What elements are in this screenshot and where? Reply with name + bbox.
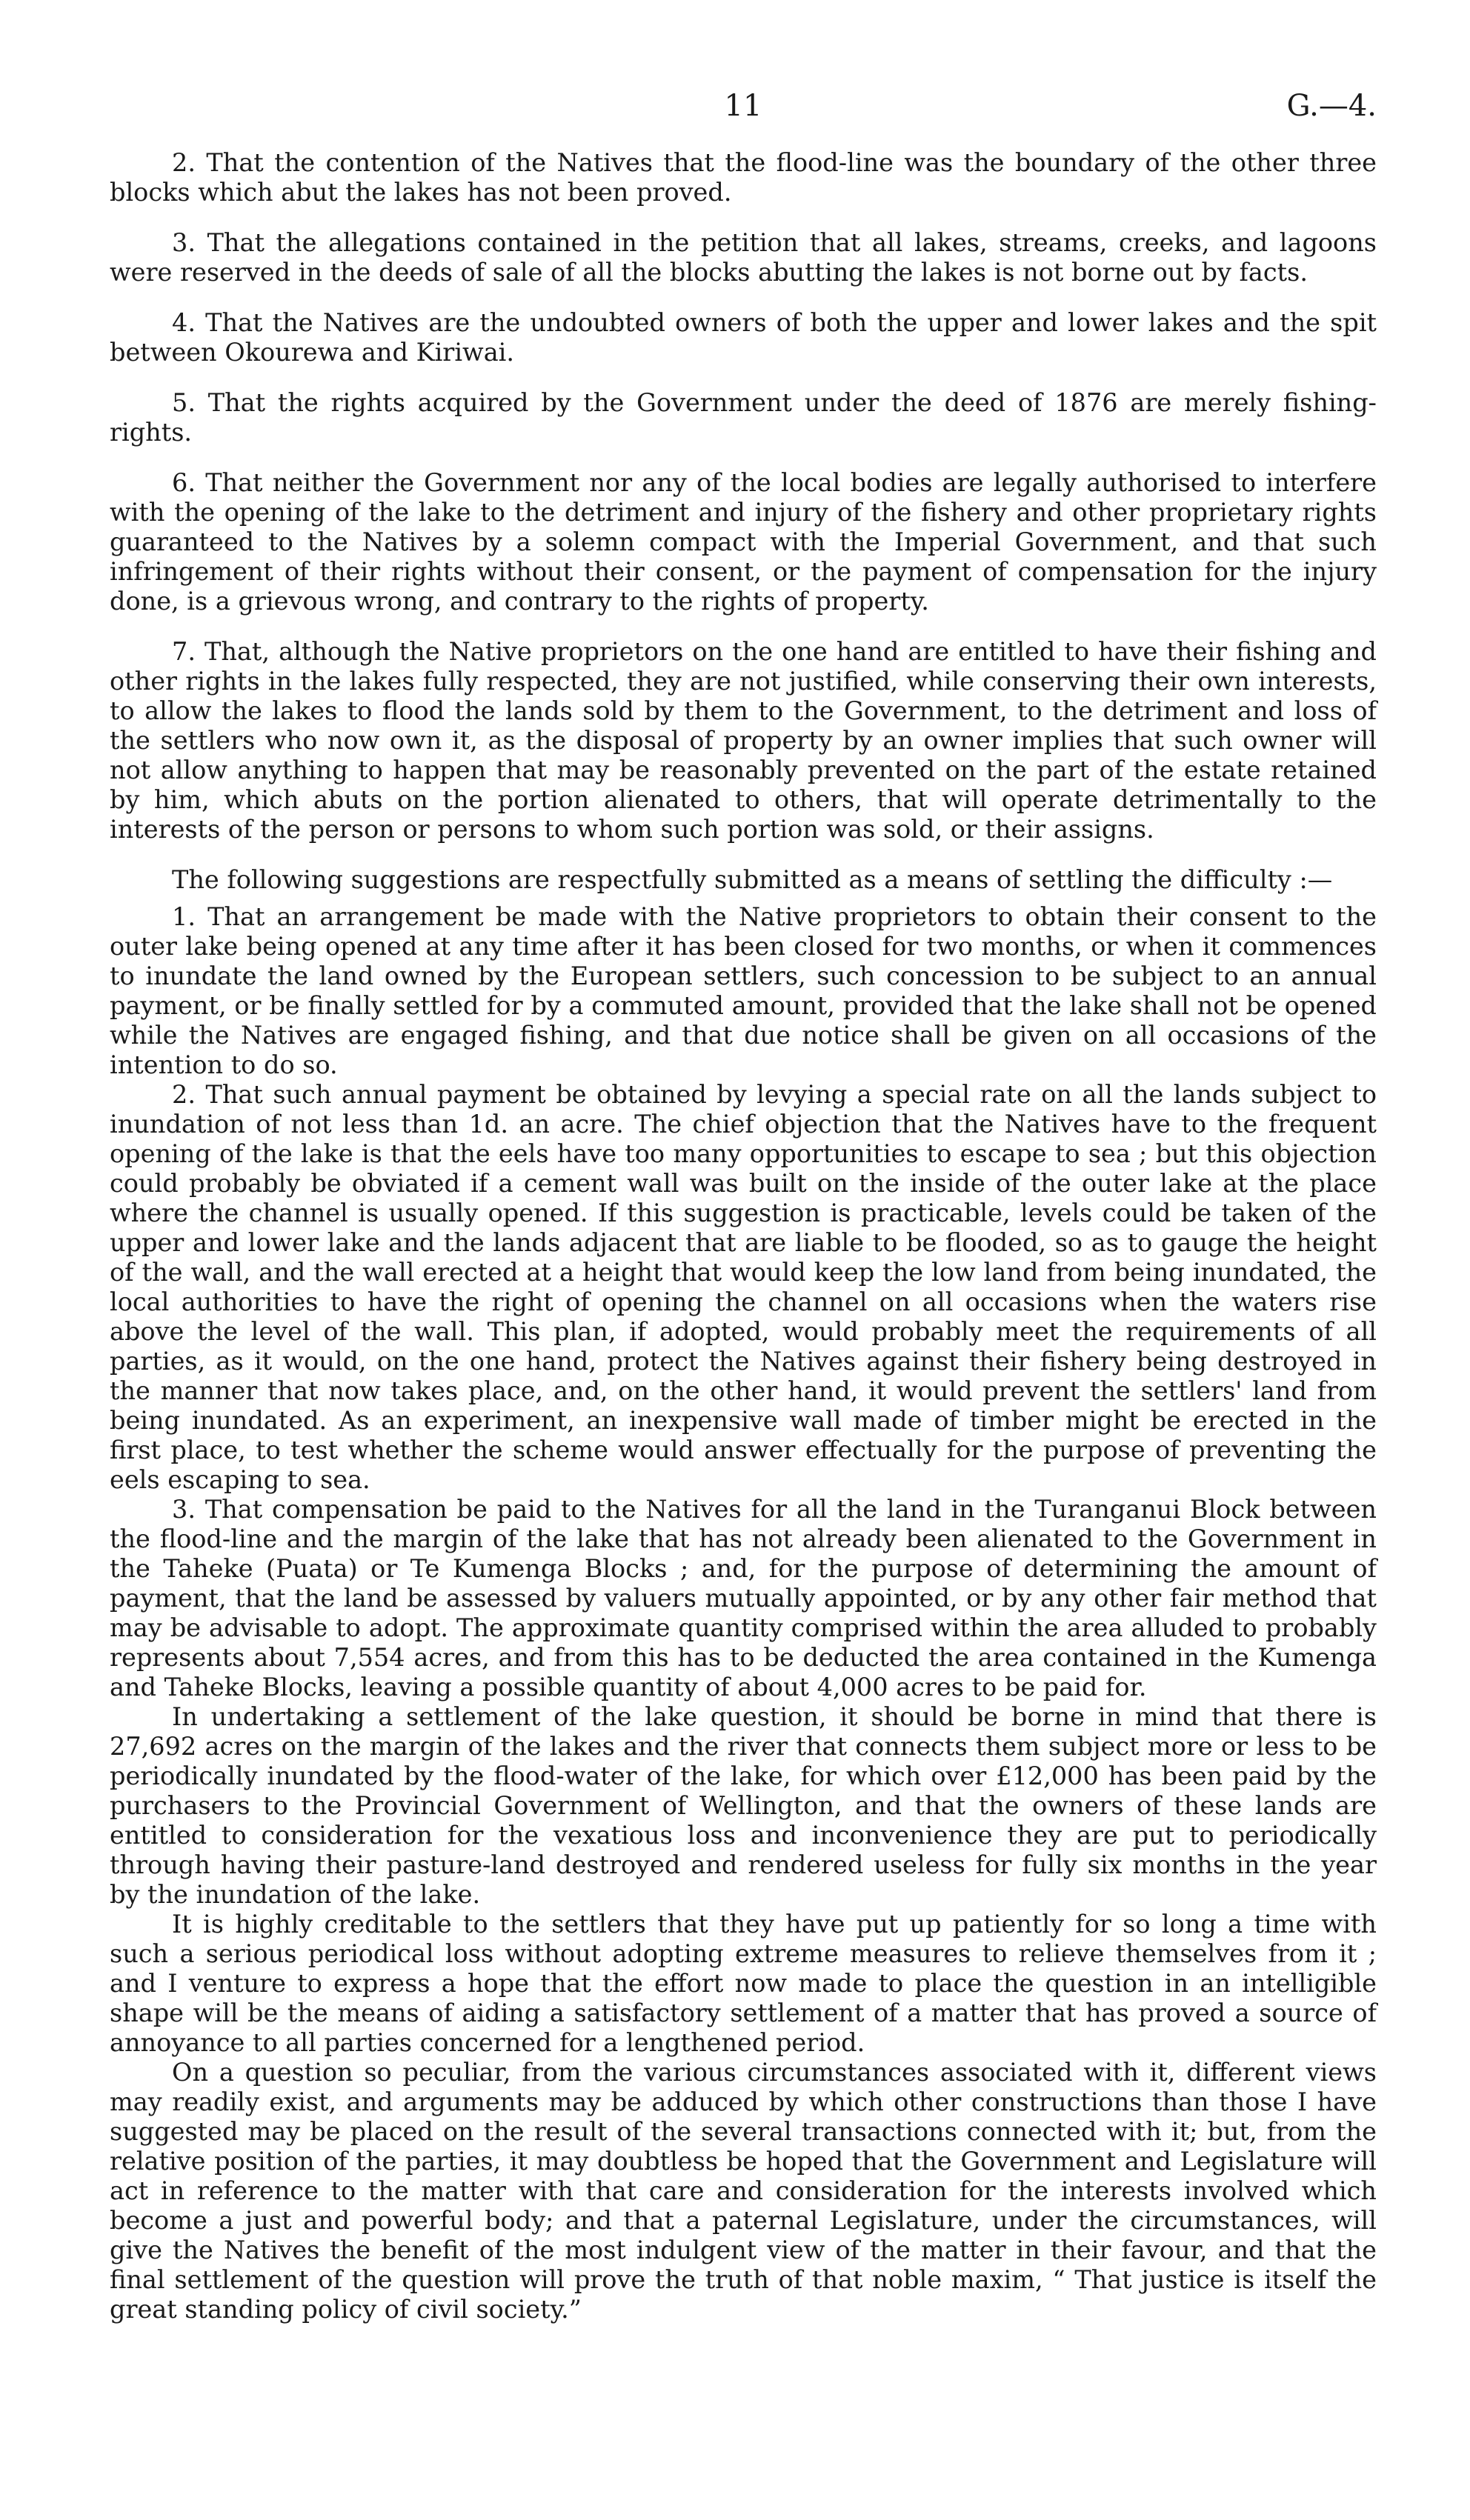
- document-page: [110, 89, 1377, 2324]
- suggestion-paragraph: 1. That an arrangement be made with the Native proprietors to obtain their consent to the outer lake being opened at any time after it has been closed for two months, or when it commences to inundate the land owned by the European settlers, such concession to be subject to an annual payment, or be finally settled for by a commuted amount, provided that the lake shall not be opened while the Natives are engaged fishing, and that due notice shall be given on all occasions of the intention to do so.: [110, 902, 1377, 1079]
- finding-paragraph: 3. That the allegations contained in the petition that all lakes, streams, creeks, and lagoons were reserved in the deeds of sale of all the blocks abutting the lakes is not borne out by facts.: [110, 228, 1377, 287]
- finding-paragraph: 6. That neither the Government nor any of the local bodies are legally authorised to interfere with the opening of the lake to the detriment and injury of the fishery and other proprietary rights guaranteed to the Natives by a solemn compact with the Imperial Government, and that such infringement of their rights without their consent, or the payment of compensation for the injury done, is a grievous wrong, and contrary to the rights of property.: [110, 468, 1377, 616]
- suggestions-list: [110, 902, 1377, 1702]
- page-number: 11: [724, 89, 762, 123]
- closing-remarks: [110, 1702, 1377, 2324]
- page-header: [110, 89, 1377, 148]
- finding-paragraph: 2. That the contention of the Natives that the flood-line was the boundary of the other three blocks which abut the lakes has not been proved.: [110, 148, 1377, 207]
- closing-paragraph: It is highly creditable to the settlers that they have put up patiently for so long a time with such a serious periodical loss without adopting extreme measures to relieve themselves from it ; and I venture to express a hope that the effort now made to place the question in an intelligible shape will be the means of aiding a satisfactory settlement of a matter that has proved a source of annoyance to all parties concerned for a lengthened period.: [110, 1910, 1377, 2057]
- document-reference: G.—4.: [1286, 89, 1377, 123]
- closing-paragraph: In undertaking a settlement of the lake question, it should be borne in mind that there is 27,692 acres on the margin of the lakes and the river that connects them subject more or less to be periodically inundated by the flood-water of the lake, for which over £12,000 has been paid by the purchasers to the Provincial Government of Wellington, and that the owners of these lands are entitled to consideration for the vexatious loss and inconvenience they are put to periodically through having their pasture-land destroyed and rendered useless for fully six months in the year by the inundation of the lake.: [110, 1702, 1377, 1909]
- finding-paragraph: 7. That, although the Native proprietors on the one hand are entitled to have their fishing and other rights in the lakes fully respected, they are not justified, while conserving their own interests, to allow the lakes to flood the lands sold by them to the Government, to the detriment and loss of the settlers who now own it, as the disposal of property by an owner implies that such owner will not allow anything to happen that may be reasonably prevented on the part of the estate retained by him, which abuts on the portion alienated to others, that will operate detrimentally to the interests of the person or persons to whom such portion was sold, or their assigns.: [110, 637, 1377, 844]
- finding-paragraph: 5. That the rights acquired by the Government under the deed of 1876 are merely fishing-rights.: [110, 388, 1377, 447]
- closing-paragraph: On a question so peculiar, from the various circumstances associated with it, different views may readily exist, and arguments may be adduced by which other constructions than those I have suggested may be placed on the result of the several transactions connected with it; but, from the relative position of the parties, it may doubtless be hoped that the Government and Legislature will act in reference to the matter with that care and consideration for the interests involved which become a just and powerful body; and that a paternal Legislature, under the circumstances, will give the Natives the benefit of the most indulgent view of the matter in their favour, and that the final settlement of the question will prove the truth of that noble maxim, “ That justice is itself the great standing policy of civil society.”: [110, 2058, 1377, 2324]
- suggestion-paragraph: 3. That compensation be paid to the Natives for all the land in the Turanganui Block between the flood-line and the margin of the lake that has not already been alienated to the Government in the Taheke (Puata) or Te Kumenga Blocks ; and, for the purpose of determining the amount of payment, that the land be assessed by valuers mutually appointed, or by any other fair method that may be advisable to adopt. The approximate quantity comprised within the area alluded to probably represents about 7,554 acres, and from this has to be deducted the area contained in the Kumenga and Taheke Blocks, leaving a possible quantity of about 4,000 acres to be paid for.: [110, 1495, 1377, 1701]
- suggestion-paragraph: 2. That such annual payment be obtained by levying a special rate on all the lands subject to inundation of not less than 1d. an acre. The chief objection that the Natives have to the frequent opening of the lake is that the eels have too many opportunities to escape to sea ; but this objection could probably be obviated if a cement wall was built on the inside of the outer lake at the place where the channel is usually opened. If this suggestion is practicable, levels could be taken of the upper and lower lake and the lands adjacent that are liable to be flooded, so as to gauge the height of the wall, and the wall erected at a height that would keep the low land from being inundated, the local authorities to have the right of opening the channel on all occasions when the waters rise above the level of the wall. This plan, if adopted, would probably meet the requirements of all parties, as it would, on the one hand, protect the Natives against their fishery being destroyed in the manner that now takes place, and, on the other hand, it would prevent the settlers' land from being inundated. As an experiment, an inexpensive wall made of timber might be erected in the first place, to test whether the scheme would answer effectually for the purpose of preventing the eels escaping to sea.: [110, 1080, 1377, 1494]
- suggestions-intro: The following suggestions are respectfully submitted as a means of settling the difficulty :—: [172, 865, 1333, 894]
- finding-paragraph: 4. That the Natives are the undoubted owners of both the upper and lower lakes and the spit between Okourewa and Kiriwai.: [110, 308, 1377, 367]
- findings-list: [110, 148, 1377, 844]
